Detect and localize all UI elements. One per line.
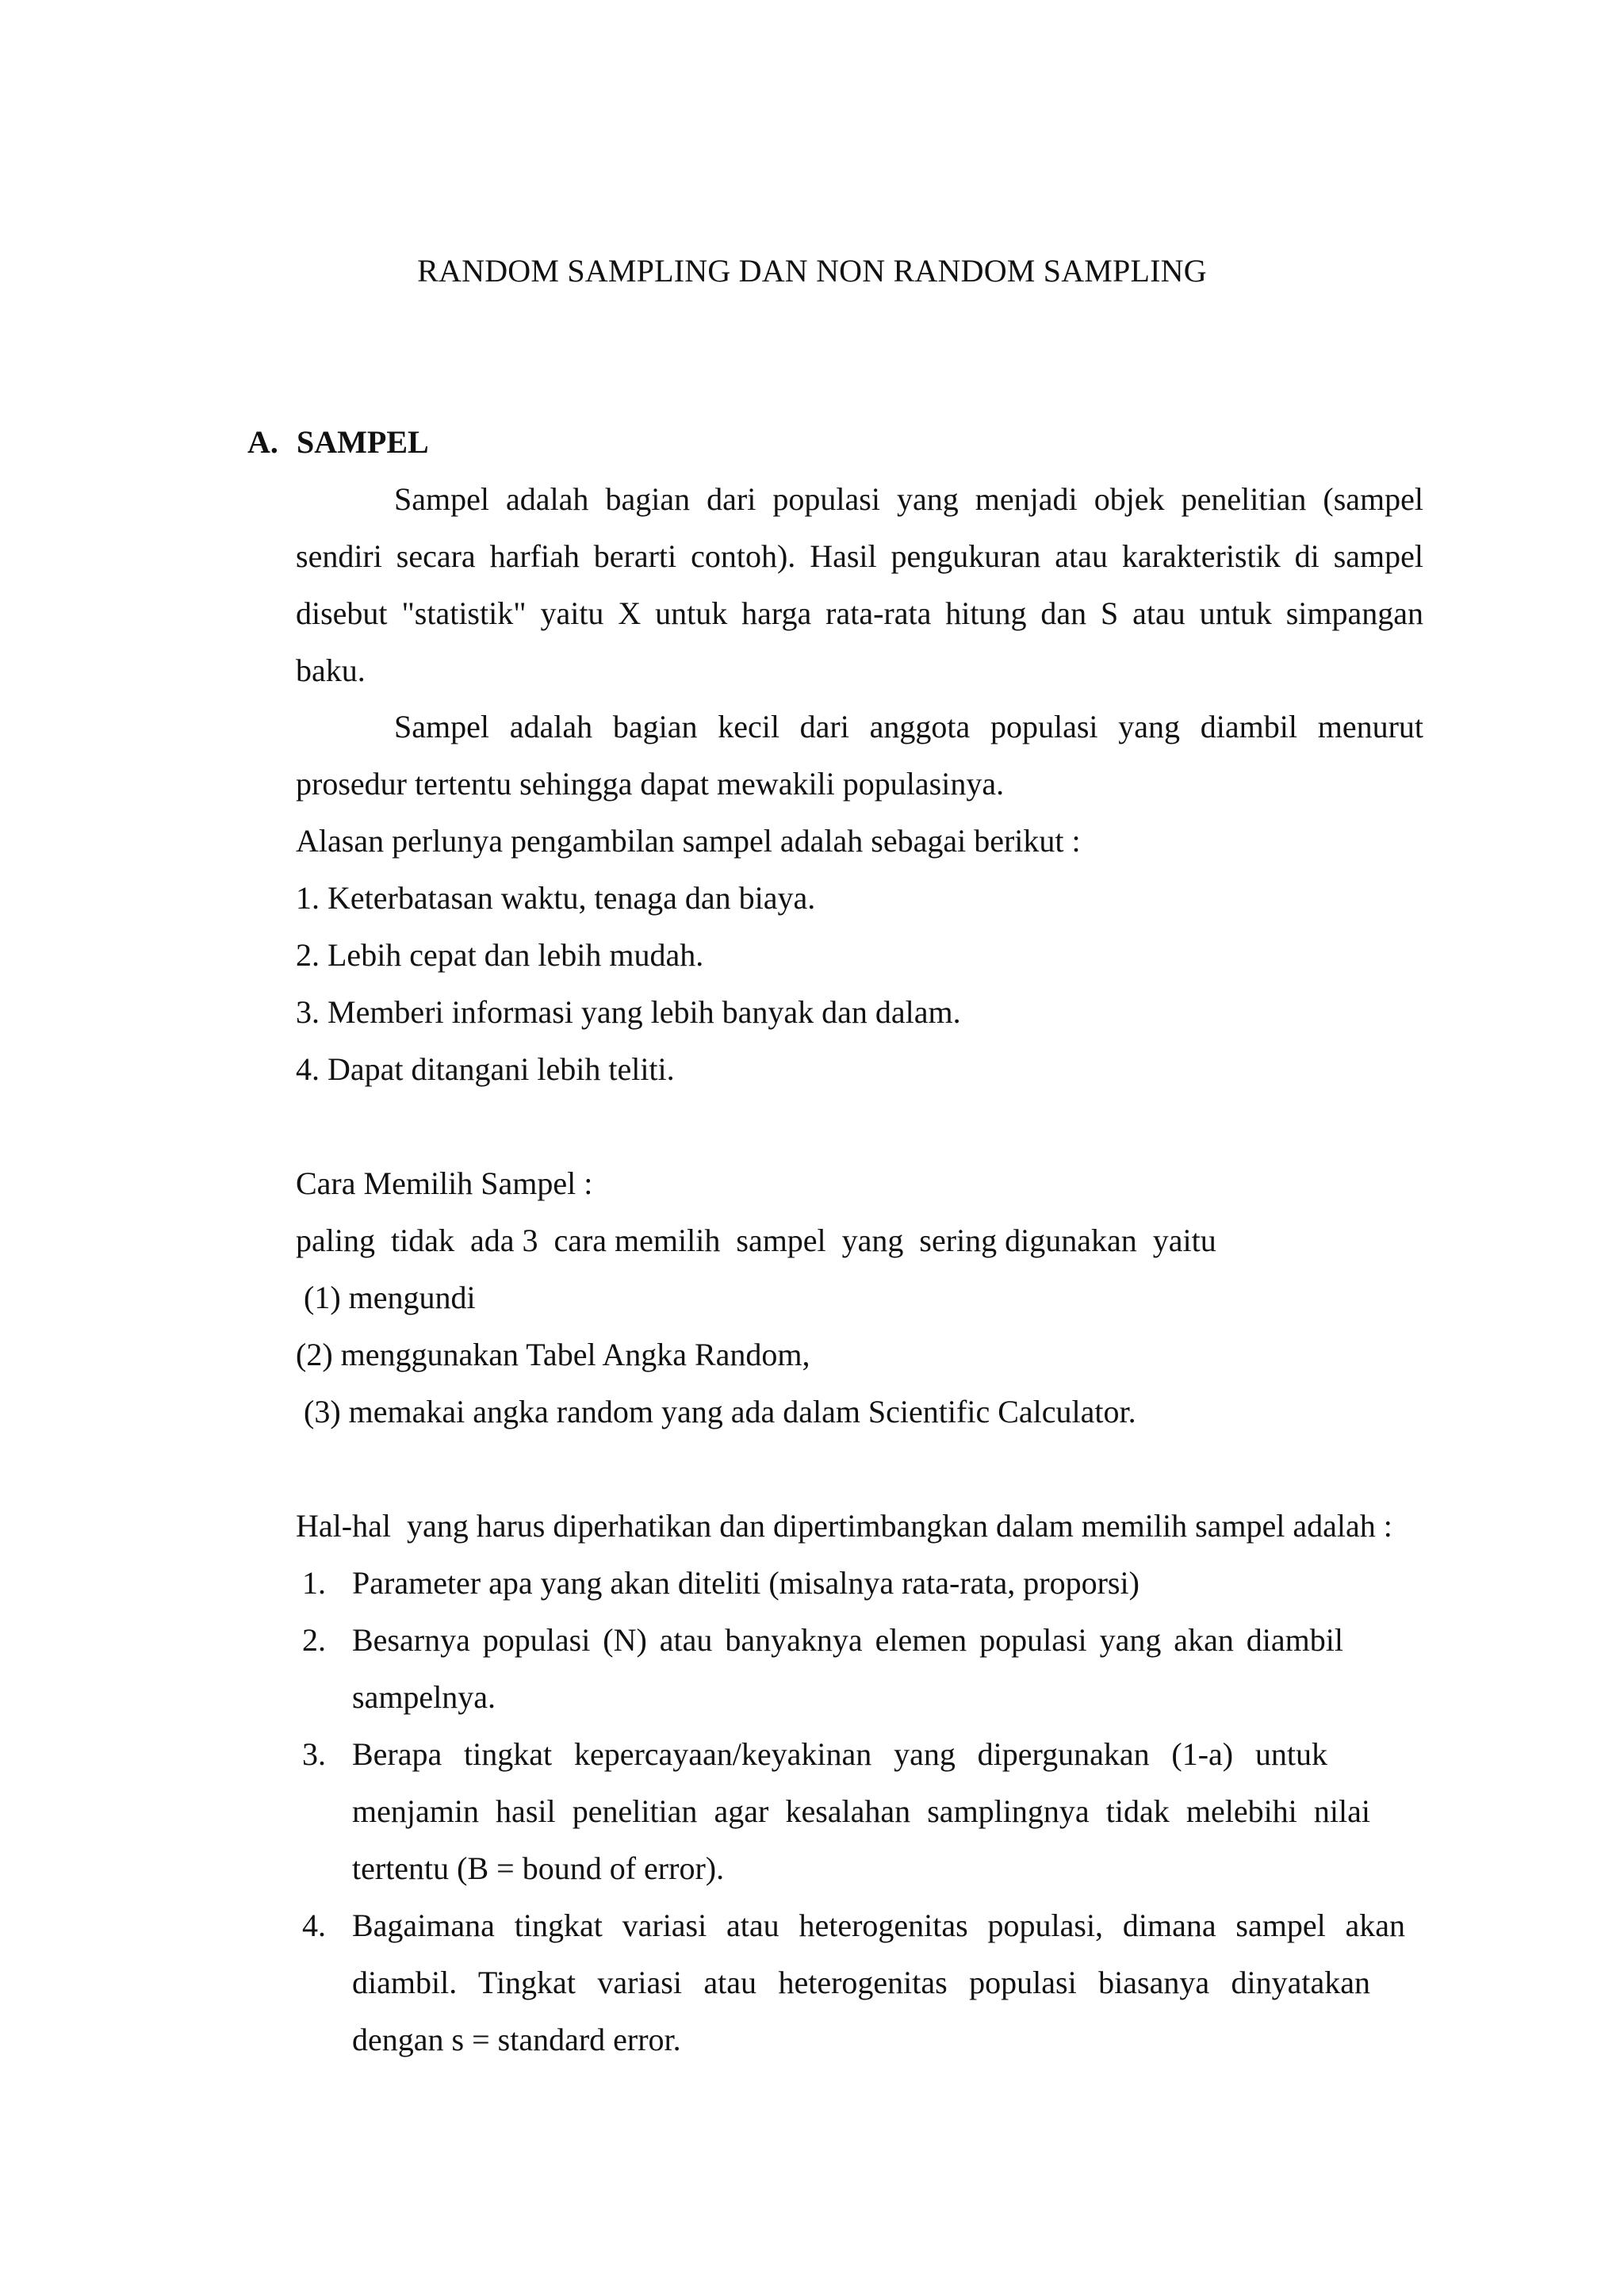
list-item: Berapa tingkat kepercayaan/keyakinan yang dipergunakan (1-a) untuk [352,1736,1327,1772]
list-item: (2) menggunakan Tabel Angka Random, [296,1337,810,1372]
list-item-continuation: diambil. Tingkat variasi atau heterogenitas populasi biasanya dinyatakan [352,1965,1370,2000]
list-item-continuation: menjamin hasil penelitian agar kesalahan samplingnya tidak melebihi nilai [352,1793,1370,1829]
paragraph-line: sendiri secara harfiah berarti contoh). Hasil pengukuran atau karakteristik di sampel [296,538,1423,574]
paragraph-line: baku. [296,652,366,688]
section-heading [247,423,429,461]
list-item-number: 3. [302,1736,326,1772]
list-item: Bagaimana tingkat variasi atau heterogenitas populasi, dimana sampel akan [352,1908,1405,1943]
list-item: (3) memakai angka random yang ada dalam Scientific Calculator. [296,1394,1136,1429]
section-title: SAMPEL [297,424,429,460]
paragraph-line: disebut "statistik" yaitu X untuk harga rata-rata hitung dan S atau untuk simpangan [296,595,1423,631]
paragraph-line: Sampel adalah bagian kecil dari anggota populasi yang diambil menurut [394,709,1423,744]
list-item-number: 4. [302,1908,326,1943]
list-item: 1. Keterbatasan waktu, tenaga dan biaya. [296,880,816,916]
list-item: 4. Dapat ditangani lebih teliti. [296,1051,675,1087]
methods-heading: Cara Memilih Sampel : [296,1165,593,1201]
section-number: A. [247,424,278,460]
list-item-continuation: dengan s = standard error. [352,2022,681,2057]
list-item: 3. Memberi informasi yang lebih banyak dan dalam. [296,994,961,1030]
reasons-intro: Alasan perlunya pengambilan sampel adalah sebagai berikut : [296,823,1081,859]
document-title: RANDOM SAMPLING DAN NON RANDOM SAMPLING [417,253,1207,289]
list-item-continuation: tertentu (B = bound of error). [352,1850,725,1886]
list-item: Besarnya populasi (N) atau banyaknya elemen populasi yang akan diambil [352,1622,1343,1658]
list-item-number: 1. [302,1565,326,1601]
list-item: 2. Lebih cepat dan lebih mudah. [296,937,704,973]
list-item: (1) mengundi [296,1280,476,1315]
paragraph-line: Sampel adalah bagian dari populasi yang menjadi objek penelitian (sampel [394,481,1423,517]
paragraph-line: prosedur tertentu sehingga dapat mewakili populasinya. [296,766,1005,802]
list-item-number: 2. [302,1622,326,1658]
considerations-intro: Hal-hal yang harus diperhatikan dan dipertimbangkan dalam memilih sampel adalah : [296,1508,1392,1544]
list-item-continuation: sampelnya. [352,1679,496,1715]
list-item: Parameter apa yang akan diteliti (misalnya rata-rata, proporsi) [352,1565,1139,1601]
methods-intro: paling tidak ada 3 cara memilih sampel yang sering digunakan yaitu [296,1223,1216,1258]
